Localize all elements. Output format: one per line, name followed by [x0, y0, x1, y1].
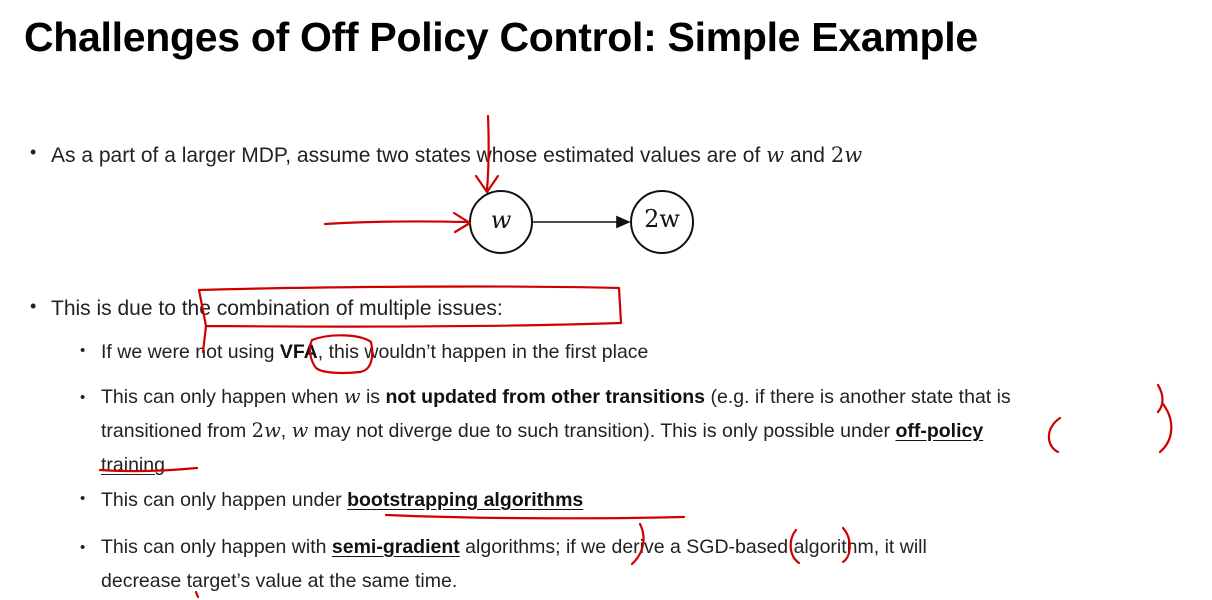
bullet-text: and — [784, 144, 831, 167]
slide-title: Challenges of Off Policy Control: Simple Example — [24, 14, 978, 60]
bullet-text: is — [360, 386, 386, 408]
bold-term-not-updated: not updated from other transitions — [385, 386, 706, 408]
bullet-text: , this wouldn’t happen in the first place — [317, 341, 649, 363]
math-var-w: w — [844, 143, 863, 167]
bullet-text: , — [280, 420, 292, 442]
math-var-w: w — [343, 385, 361, 408]
bullet-text: This can only happen with — [101, 536, 332, 558]
bold-term-off-policy: off-policy — [895, 420, 984, 442]
annotation-bracket-sgd — [791, 528, 850, 563]
math-num-2: 2 — [251, 419, 265, 442]
state-label-2w: 2w — [644, 205, 680, 233]
annotation-arrow-down — [487, 116, 489, 190]
bold-term-semi-gradient: semi-gradient — [331, 536, 460, 558]
math-var-w: w — [766, 143, 785, 167]
bullet-text: decrease target’s value at the same time. — [101, 570, 458, 592]
bullet-dot: • — [30, 142, 37, 162]
bullet-text: This can only happen under — [101, 489, 348, 511]
annotation-tick — [1158, 385, 1163, 412]
math-var-w: w — [291, 419, 309, 442]
bold-term-vfa: VFA — [279, 341, 318, 363]
annotation-arrow-right — [325, 221, 468, 224]
bullet-text: algorithms; if we derive a SGD-based algorithm, it will — [459, 536, 927, 558]
state-label-w: w — [490, 206, 512, 234]
bullet-text: This can only happen when — [101, 386, 344, 408]
bullet-dot: • — [80, 389, 86, 406]
underlined-term-training: training — [101, 454, 165, 476]
bullet-text: As a part of a larger MDP, assume two states whose estimated values are of — [51, 144, 767, 167]
bullet-text: This is due to the combination of multiple issues: — [51, 297, 503, 320]
math-num-2: 2 — [830, 143, 845, 167]
bullet-dot: • — [80, 539, 86, 556]
bullet-dot: • — [30, 296, 37, 316]
annotation-arc-algorithms — [632, 524, 644, 564]
bullet-text: (e.g. if there is another state that is — [705, 386, 1011, 408]
annotation-bracket-off-policy — [1049, 404, 1171, 452]
bold-term-bootstrapping: bootstrapping algorithms — [347, 489, 584, 511]
annotation-underline-training — [100, 468, 197, 471]
annotation-box-combination — [199, 287, 621, 352]
annotation-circle-vfa — [310, 335, 372, 373]
bullet-text: transitioned from — [101, 420, 252, 442]
annotation-mark — [196, 592, 198, 597]
bullet-dot: • — [80, 490, 86, 507]
bullet-text: may not diverge due to such transition). This is only possible under — [308, 420, 896, 442]
annotation-underline-bootstrapping — [386, 515, 684, 518]
math-var-w: w — [264, 419, 281, 442]
bullet-dot: • — [80, 342, 86, 359]
bullet-text: If we were not using — [101, 341, 280, 363]
